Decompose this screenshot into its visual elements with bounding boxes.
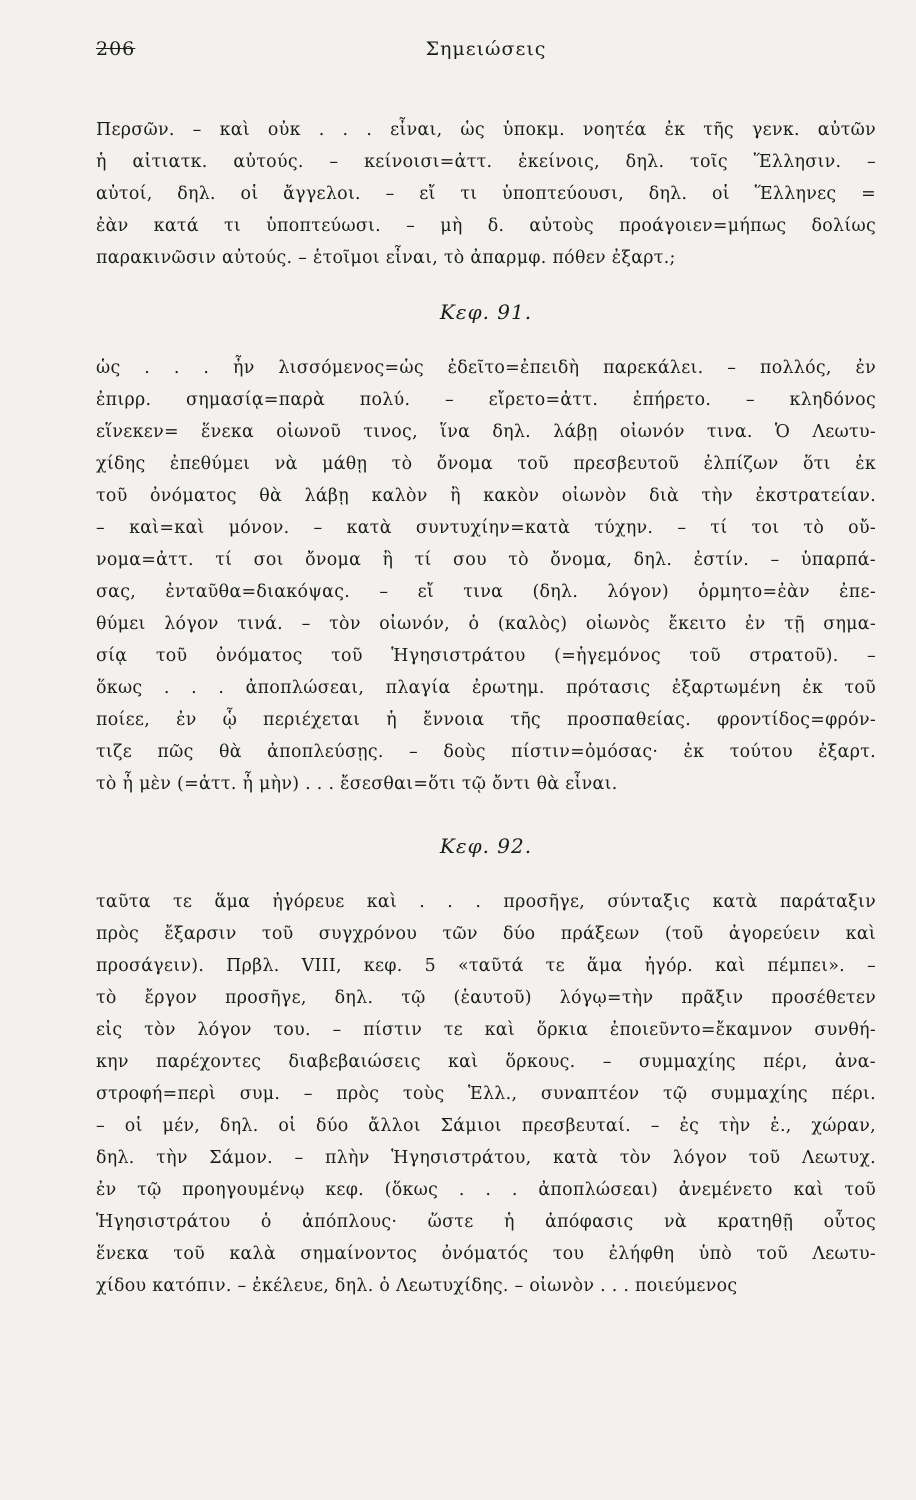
text-line: ταῦτα τε ἅμα ἠγόρευε καὶ . . . προσῆγε, σύνταξις κατὰ παράταξιν	[96, 892, 876, 912]
text-line: παρακινῶσιν αὐτούς. – ἑτοῖμοι εἶναι, τὸ ἀπαρμφ. πόθεν ἐξαρτ.;	[96, 248, 676, 268]
text-line: τὸ ἔργον προσῆγε, δηλ. τῷ (ἑαυτοῦ) λόγῳ=τὴν πρᾶξιν προσέθετεν	[96, 988, 876, 1008]
text-line: ἕνεκα τοῦ καλὰ σημαίνοντος ὀνόματός του ἐλήφθη ὑπὸ τοῦ Λεωτυ-	[96, 1244, 876, 1264]
text-line: – καὶ=καὶ μόνον. – κατὰ συντυχίην=κατὰ τύχην. – τί τοι τὸ οὔ-	[96, 518, 876, 538]
chapter-heading-91: Κεφ. 91.	[439, 300, 533, 324]
text-line: νομα=ἀττ. τί σοι ὄνομα ἢ τί σου τὸ ὄνομα, δηλ. ἐστίν. – ὑπαρπά-	[96, 550, 876, 570]
text-line: σίᾳ τοῦ ὀνόματος τοῦ Ἡγησιστράτου (=ἡγεμόνος τοῦ στρατοῦ). –	[96, 646, 876, 666]
text-line: εἵνεκεν= ἕνεκα οἰωνοῦ τινος, ἵνα δηλ. λάβῃ οἰωνόν τινα. Ὁ Λεωτυ-	[96, 422, 876, 442]
text-line: χίδης ἐπεθύμει νὰ μάθῃ τὸ ὄνομα τοῦ πρεσβευτοῦ ἐλπίζων ὅτι ἐκ	[96, 454, 876, 474]
text-line: εἰς τὸν λόγον του. – πίστιν τε καὶ ὅρκια ἐποιεῦντο=ἔκαμνον συνθή-	[96, 1020, 876, 1040]
text-line: χίδου κατόπιν. – ἐκέλευε, δηλ. ὁ Λεωτυχίδης. – οἰωνὸν . . . ποιεύμενος	[96, 1276, 738, 1296]
page-number: 206	[96, 38, 136, 60]
text-line: Περσῶν. – καὶ οὐκ . . . εἶναι, ὡς ὑποκμ. νοητέα ἐκ τῆς γενκ. αὐτῶν	[96, 120, 876, 140]
text-line: ἐὰν κατά τι ὑποπτεύωσι. – μὴ δ. αὐτοὺς προάγοιεν=μήπως δολίως	[96, 216, 876, 236]
text-line: αὐτοί, δηλ. οἱ ἄγγελοι. – εἴ τι ὑποπτεύουσι, δηλ. οἱ Ἕλληνες =	[96, 184, 876, 204]
text-line: ἐν τῷ προηγουμένῳ κεφ. (ὅκως . . . ἀποπλώσεαι) ἀνεμένετο καὶ τοῦ	[96, 1180, 876, 1200]
text-line: σας, ἐνταῦθα=διακόψας. – εἴ τινα (δηλ. λόγον) ὁρμητο=ἐὰν ἐπε-	[96, 582, 876, 602]
text-line: ὡς . . . ἦν λισσόμενος=ὡς ἐδεῖτο=ἐπειδὴ παρεκάλει. – πολλός, ἐν	[96, 358, 876, 378]
text-line: – οἱ μέν, δηλ. οἱ δύο ἄλλοι Σάμιοι πρεσβευταί. – ἐς τὴν ἑ., χώραν,	[96, 1116, 876, 1136]
paragraph-continuation	[96, 114, 876, 274]
text-line: ἐπιρρ. σημασίᾳ=παρὰ πολύ. – εἴρετο=ἀττ. ἐπήρετο. – κληδόνος	[96, 390, 876, 410]
text-line: τοῦ ὀνόματος θὰ λάβῃ καλὸν ἢ κακὸν οἰωνὸν διὰ τὴν ἐκστρατείαν.	[96, 486, 876, 506]
text-line: Ἡγησιστράτου ὁ ἀπόπλους· ὥστε ἡ ἀπόφασις νὰ κρατηθῇ οὗτος	[96, 1212, 876, 1232]
text-line: ποίεε, ἐν ᾧ περιέχεται ἡ ἔννοια τῆς προσπαθείας. φροντίδος=φρόν-	[96, 710, 876, 730]
text-line: δηλ. τὴν Σάμον. – πλὴν Ἡγησιστράτου, κατὰ τὸν λόγον τοῦ Λεωτυχ.	[96, 1148, 876, 1168]
text-line: θύμει λόγον τινά. – τὸν οἰωνόν, ὁ (καλὸς) οἰωνὸς ἔκειτο ἐν τῇ σημα-	[96, 614, 876, 634]
running-title: Σημειώσεις	[425, 38, 547, 60]
text-line: κην παρέχοντες διαβεβαιώσεις καὶ ὅρκους. – συμμαχίης πέρι, ἀνα-	[96, 1052, 876, 1072]
running-head	[96, 38, 876, 72]
text-line: πρὸς ἔξαρσιν τοῦ συγχρόνου τῶν δύο πράξεων (τοῦ ἀγορεύειν καὶ	[96, 924, 876, 944]
paragraph-chapter-91	[96, 352, 876, 800]
text-line: τιζε πῶς θὰ ἀποπλεύσῃς. – δοὺς πίστιν=ὀμόσας· ἐκ τούτου ἐξαρτ.	[96, 742, 876, 762]
text-line: προσάγειν). Πρβλ. VIII, κεφ. 5 «ταῦτά τε ἅμα ἠγόρ. καὶ πέμπει». –	[96, 956, 876, 976]
text-line: τὸ ἦ μὲν (=ἀττ. ἦ μὴν) . . . ἔσεσθαι=ὅτι τῷ ὄντι θὰ εἶναι.	[96, 774, 618, 794]
paragraph-chapter-92	[96, 886, 876, 1302]
text-line: ὅκως . . . ἀποπλώσεαι, πλαγία ἐρωτημ. πρότασις ἐξαρτωμένη ἐκ τοῦ	[96, 678, 876, 698]
text-line: στροφή=περὶ συμ. – πρὸς τοὺς Ἑλλ., συναπτέον τῷ συμμαχίης πέρι.	[96, 1084, 876, 1104]
chapter-heading-92: Κεφ. 92.	[439, 834, 533, 858]
text-line: ἡ αἰτιατκ. αὐτούς. – κείνοισι=ἀττ. ἐκείνοις, δηλ. τοῖς Ἕλλησιν. –	[96, 152, 876, 172]
